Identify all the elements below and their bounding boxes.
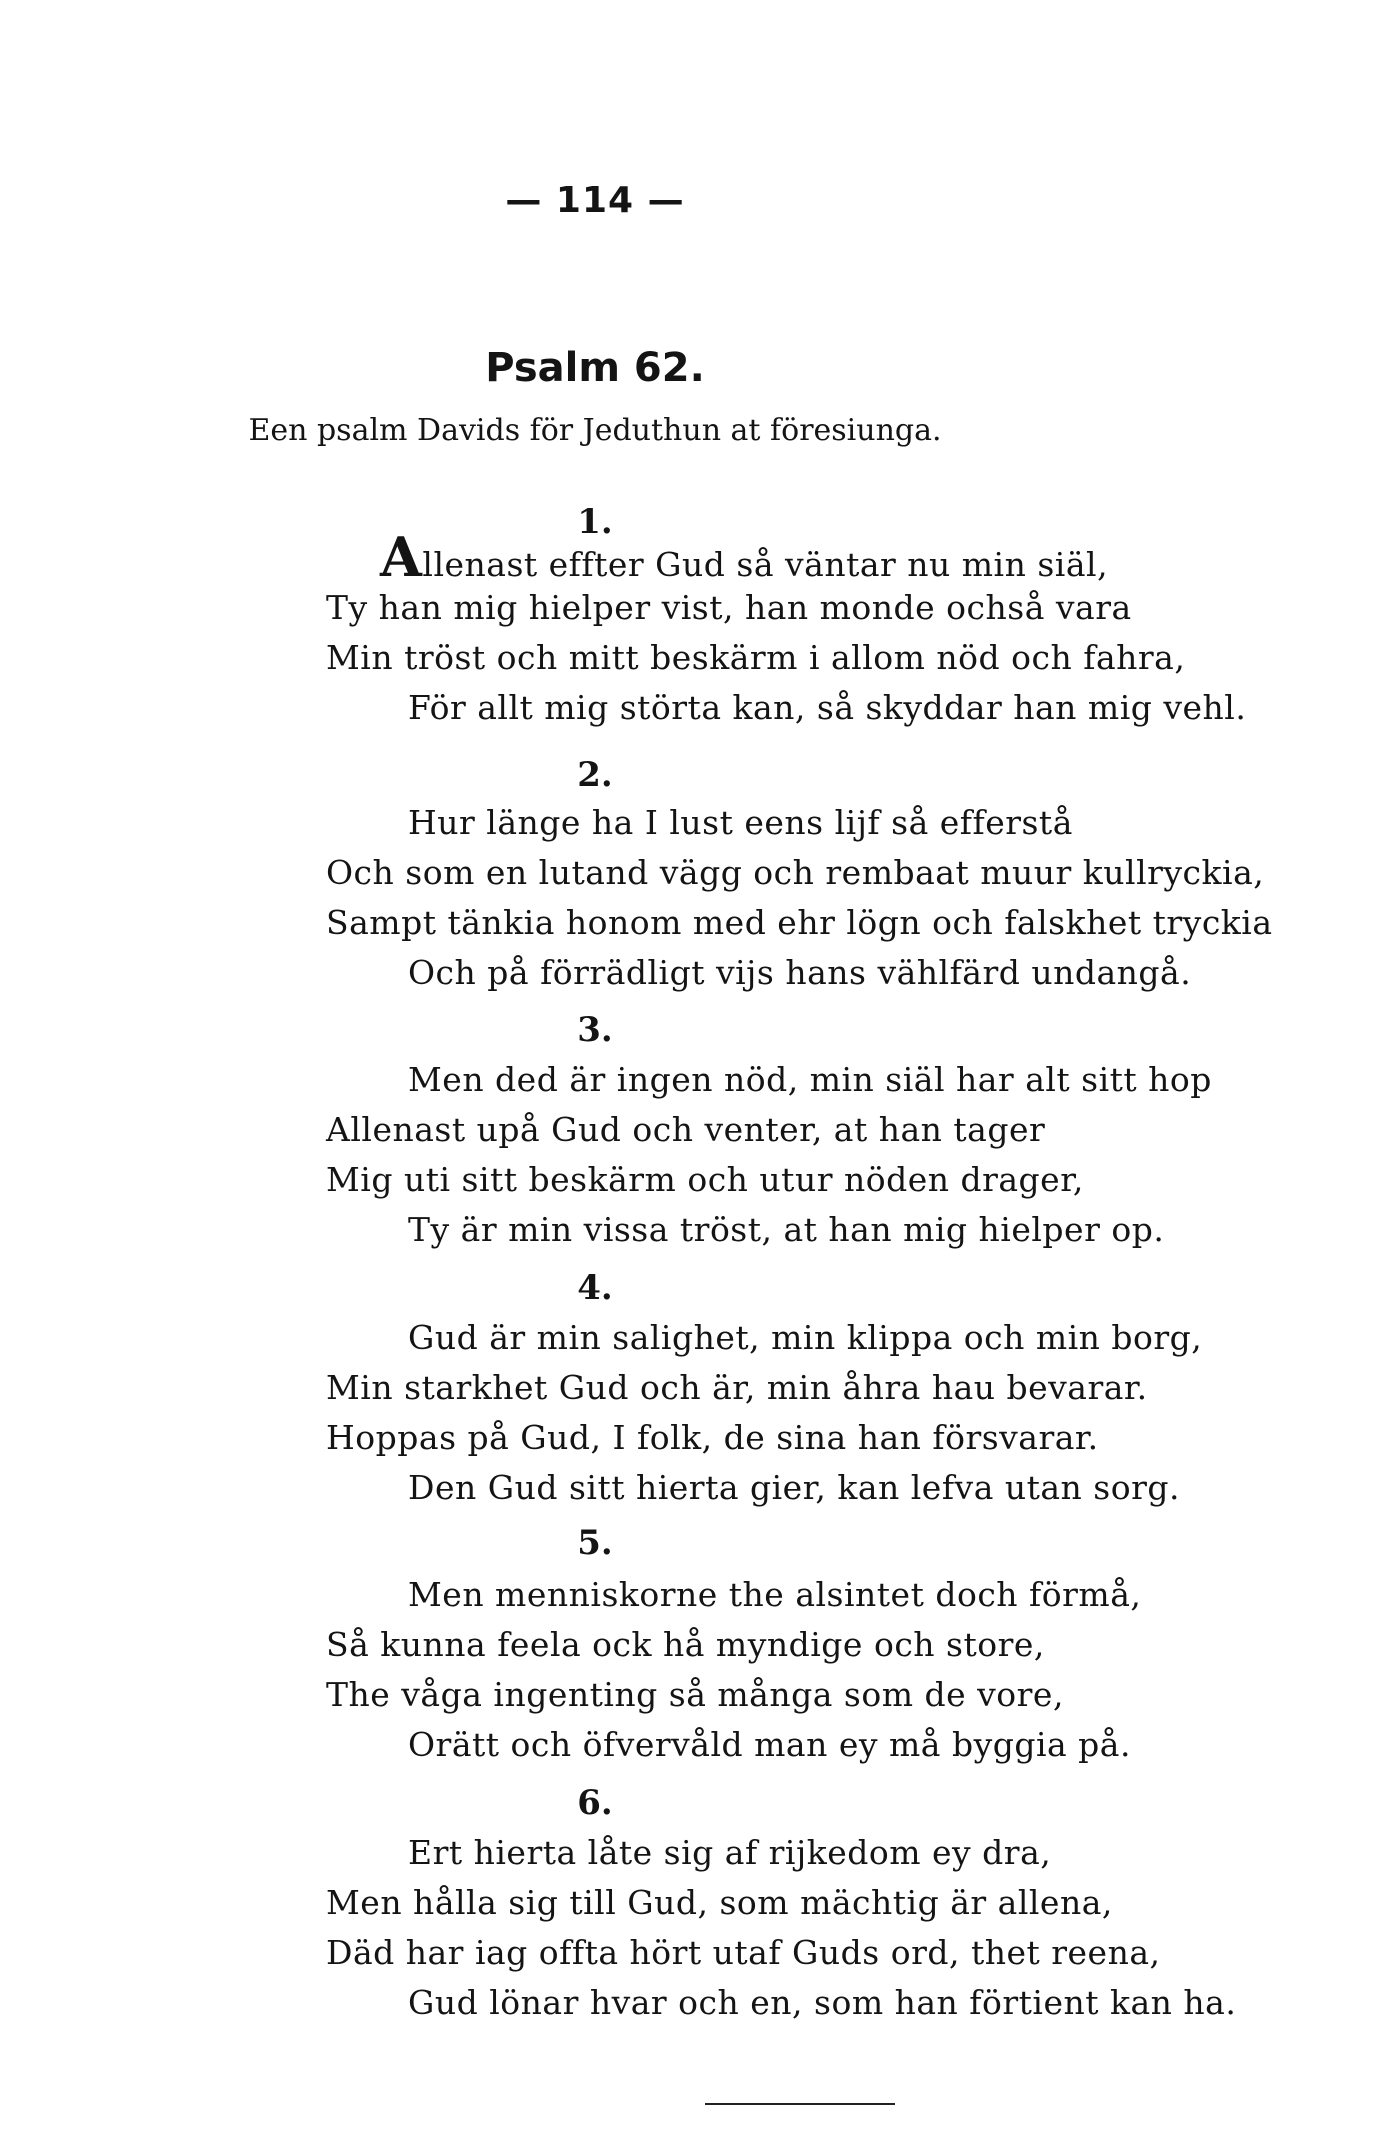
verse-line: Mig uti sitt beskärm och utur nöden drager, [326, 1160, 1084, 1199]
verse-line: Allenast upå Gud och venter, at han tager [326, 1110, 1046, 1149]
verse-line: Men ded är ingen nöd, min siäl har alt sitt hop [408, 1060, 1212, 1099]
verse-line-text: llenast effter Gud så väntar nu min siäl, [422, 545, 1109, 584]
verse-line: Men hålla sig till Gud, som mächtig är allena, [326, 1883, 1113, 1922]
verse-line: Hoppas på Gud, I folk, de sina han försvarar. [326, 1418, 1099, 1457]
verse-line: Ty han mig hielper vist, han monde ochså vara [326, 588, 1132, 627]
psalm-subtitle: Een psalm Davids för Jeduthun at föresiunga. [248, 413, 942, 448]
verse-line: Hur länge ha I lust eens lijf så efferstå [408, 803, 1073, 842]
verse-line: The våga ingenting så många som de vore, [326, 1675, 1064, 1714]
verse-line: Min tröst och mitt beskärm i allom nöd och fahra, [326, 638, 1186, 677]
verse-line: Gud lönar hvar och en, som han förtient kan ha. [408, 1983, 1237, 2022]
verse-line: Sampt tänkia honom med ehr lögn och falskhet tryckia [326, 903, 1273, 942]
verse-number: 3. [577, 1010, 613, 1050]
verse-line: Och på förrädligt vijs hans vählfärd undangå. [408, 953, 1192, 992]
psalm-title: Psalm 62. [485, 345, 705, 391]
verse-line: Orätt och öfvervåld man ey må byggia på. [408, 1725, 1131, 1764]
verse-line: För allt mig störta kan, så skyddar han mig vehl. [408, 688, 1247, 727]
verse-line: Min starkhet Gud och är, min åhra hau bevarar. [326, 1368, 1148, 1407]
end-rule [705, 2103, 895, 2105]
page-number: — 114 — [505, 180, 685, 221]
verse-line [380, 525, 1109, 589]
verse-line: Den Gud sitt hierta gier, kan lefva utan sorg. [408, 1468, 1180, 1507]
verse-line: Så kunna feela ock hå myndige och store, [326, 1625, 1045, 1664]
verse-line: Gud är min salighet, min klippa och min borg, [408, 1318, 1203, 1357]
verse-number: 2. [577, 755, 613, 795]
verse-line: Ert hierta låte sig af rijkedom ey dra, [408, 1833, 1052, 1872]
drop-cap: A [380, 525, 423, 589]
verse-number: 6. [577, 1783, 613, 1823]
verse-number: 5. [577, 1523, 613, 1563]
verse-line: Ty är min vissa tröst, at han mig hielper op. [408, 1210, 1165, 1249]
verse-number: 1. [577, 502, 613, 542]
verse-number: 4. [577, 1268, 613, 1308]
verse-line: Och som en lutand vägg och rembaat muur kullryckia, [326, 853, 1265, 892]
verse-line: Däd har iag offta hört utaf Guds ord, thet reena, [326, 1933, 1161, 1972]
verse-line: Men menniskorne the alsintet doch förmå, [408, 1575, 1142, 1614]
